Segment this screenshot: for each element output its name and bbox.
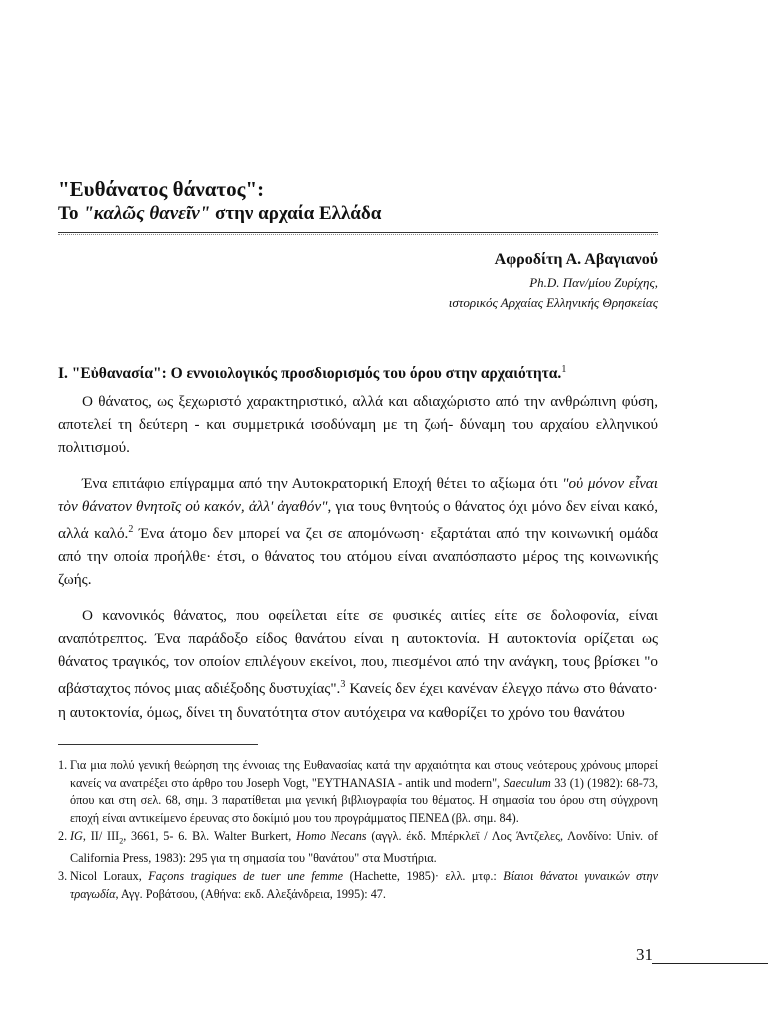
paragraph-2 (58, 472, 658, 592)
paragraph-2-part-b: , για τους θνητούς ο θάνατος όχι μόνο δεν είναι κακό, αλλά καλό. (58, 497, 658, 543)
epigram-quote: "οὐ μόνον εἶναι τὸν θάνατον θνητοῖς οὐ κακόν, ἀλλ' ἀγαθόν" (58, 474, 658, 515)
footnote-3-part-b: (Hachette, 1985)· ελλ. μτφ.: (343, 869, 504, 884)
footnote-2-ig: IG (70, 829, 83, 843)
paragraph-1: Ο θάνατος, ως ξεχωριστό χαρακτηριστικό, αλλά και αδιαχώριστο από την ανθρώπινη φύση, αποτελεί τη δεύτερη - και συμμετρικά ισοδύναμη με τη ζωή- δύναμη του αρχαίου ελληνικού πολιτισμού. (58, 393, 658, 457)
subtitle-quote: "καλῶς θανεῖν" (83, 203, 211, 224)
section-heading (58, 360, 678, 384)
footnote-2-part-a: , II/ III (82, 829, 120, 843)
footnote-2-book: Homo Necans (296, 829, 367, 843)
paragraph-3-part-a: Ο κανονικός θάνατος, που οφείλεται είτε σε φυσικές αιτίες είτε σε δολοφονία, είναι αναπότρεπτος. Ένα παράδοξο είδος θανάτου είναι η αυτοκτονία. Η αυτοκτονία ορίζεται ως θάνατος τραγικός, τον οποίον επιλέγουν εκείνοι, που, πιεσμένοι από την ανάγκη, τους βρίσκει "ο αβάσταχτος πόνος μιας αδιέξοδης δυστυχίας". (58, 606, 658, 698)
footnote-ref-3[interactable]: 3 (340, 679, 346, 691)
footnotes (58, 757, 658, 904)
body-text (58, 390, 658, 736)
footnote-1-part-a: Για μια πολύ γενική θεώρηση της έννοιας της Ευθανασίας κατά την αρχαιότητα και στους νεότερους χρόνους μπορεί κανείς να ανατρέξει στο άρθρο του Joseph Vogt, "EYTHANASIA - antik und modern", (70, 758, 658, 790)
footnote-3-number: 3. (58, 869, 68, 884)
footnote-1-part-b: 33 (1) (1982): 68-73, όπου και στη σελ. 68, σημ. 3 παρατίθεται μια γενική βιβλιογραφία του θέματος. Η σημασία του όρου στη σύγχρονη εποχή είναι αντικείμενο έρευνας στο δοκίμιό μου του προγράμματος ΠΕΝΕΔ (βλ. σημ. 84). (70, 775, 658, 825)
paragraph-3 (58, 604, 658, 724)
footnote-2 (58, 828, 658, 867)
paragraph-2-part-c: Ένα άτομο δεν μπορεί να ζει σε απομόνωση· εξαρτάται από την κοινωνική ομάδα από την οποία προήλθε· έτσι, ο θάνατος του ατόμου είναι αναπόσπαστο μέρος της κοινωνικής ζωής. (58, 525, 659, 589)
footnote-1 (58, 757, 658, 827)
footnote-3 (58, 868, 658, 903)
footnote-1-number: 1. (58, 758, 68, 772)
author-affiliation-1: Ph.D. Παν/μίου Ζυρίχης, (529, 275, 658, 290)
paragraph-2-part-a: Ένα επιτάφιο επίγραμμα από την Αυτοκρατορική Εποχή θέτει το αξίωμα ότι (82, 474, 563, 492)
footnote-3-book: Façons tragiques de tuer une femme (148, 869, 344, 884)
footnote-2-number: 2. (58, 829, 68, 843)
footnote-2-part-c: (αγγλ. έκδ. Μπέρκλεϊ / Λος Άντζελες, Λονδίνο: Univ. of California Press, 1983): 295 για τη σημασία του "θανάτου" στα Μυστήρια. (70, 829, 658, 865)
author-name: Αφροδίτη Α. Αβαγιανού (494, 251, 658, 268)
paragraph-3-part-b: Κανείς δεν έχει κανέναν έλεγχο πάνω στο θάνατο· η αυτοκτονία, όμως, δίνει τη δυνατότητα στον αυτόχειρα να καθορίζει το χρόνο του θανάτου (58, 680, 658, 721)
footnote-ref-1[interactable]: 1 (561, 364, 567, 375)
footnote-divider (58, 744, 258, 745)
footnote-ref-2[interactable]: 2 (128, 524, 134, 536)
subtitle-pre: Το (58, 203, 84, 224)
title-divider (58, 232, 658, 233)
section-heading-text: Ι. "Εὐθανασία": Ο εννοιολογικός προσδιορισμός του όρου στην αρχαιότητα. (58, 365, 562, 383)
article-title: "Ευθάνατος θάνατος": (58, 177, 265, 201)
footnote-2-part-b: , 3661, 5- 6. Βλ. Walter Burkert, (123, 829, 297, 843)
author-affiliation-2: ιστορικός Αρχαίας Ελληνικής Θρησκείας (448, 295, 658, 310)
footnote-2-subscript: 2 (119, 836, 124, 846)
footnote-3-part-c: , Αγγ. Ροβάτσου, (Αθήνα: εκδ. Αλεξάνδρεια, 1995): 47. (115, 886, 386, 901)
footnote-1-journal: Saeculum (503, 775, 551, 790)
page-number: 31 (636, 945, 653, 964)
subtitle-post: στην αρχαία Ελλάδα (210, 203, 382, 224)
article-subtitle (58, 202, 678, 226)
footnote-3-greek-title: Βίαιοι θάνατοι γυναικών στην τραγωδία (70, 869, 658, 901)
page-number-rule (652, 963, 768, 964)
footnote-3-part-a: Nicol Loraux, (70, 869, 149, 884)
